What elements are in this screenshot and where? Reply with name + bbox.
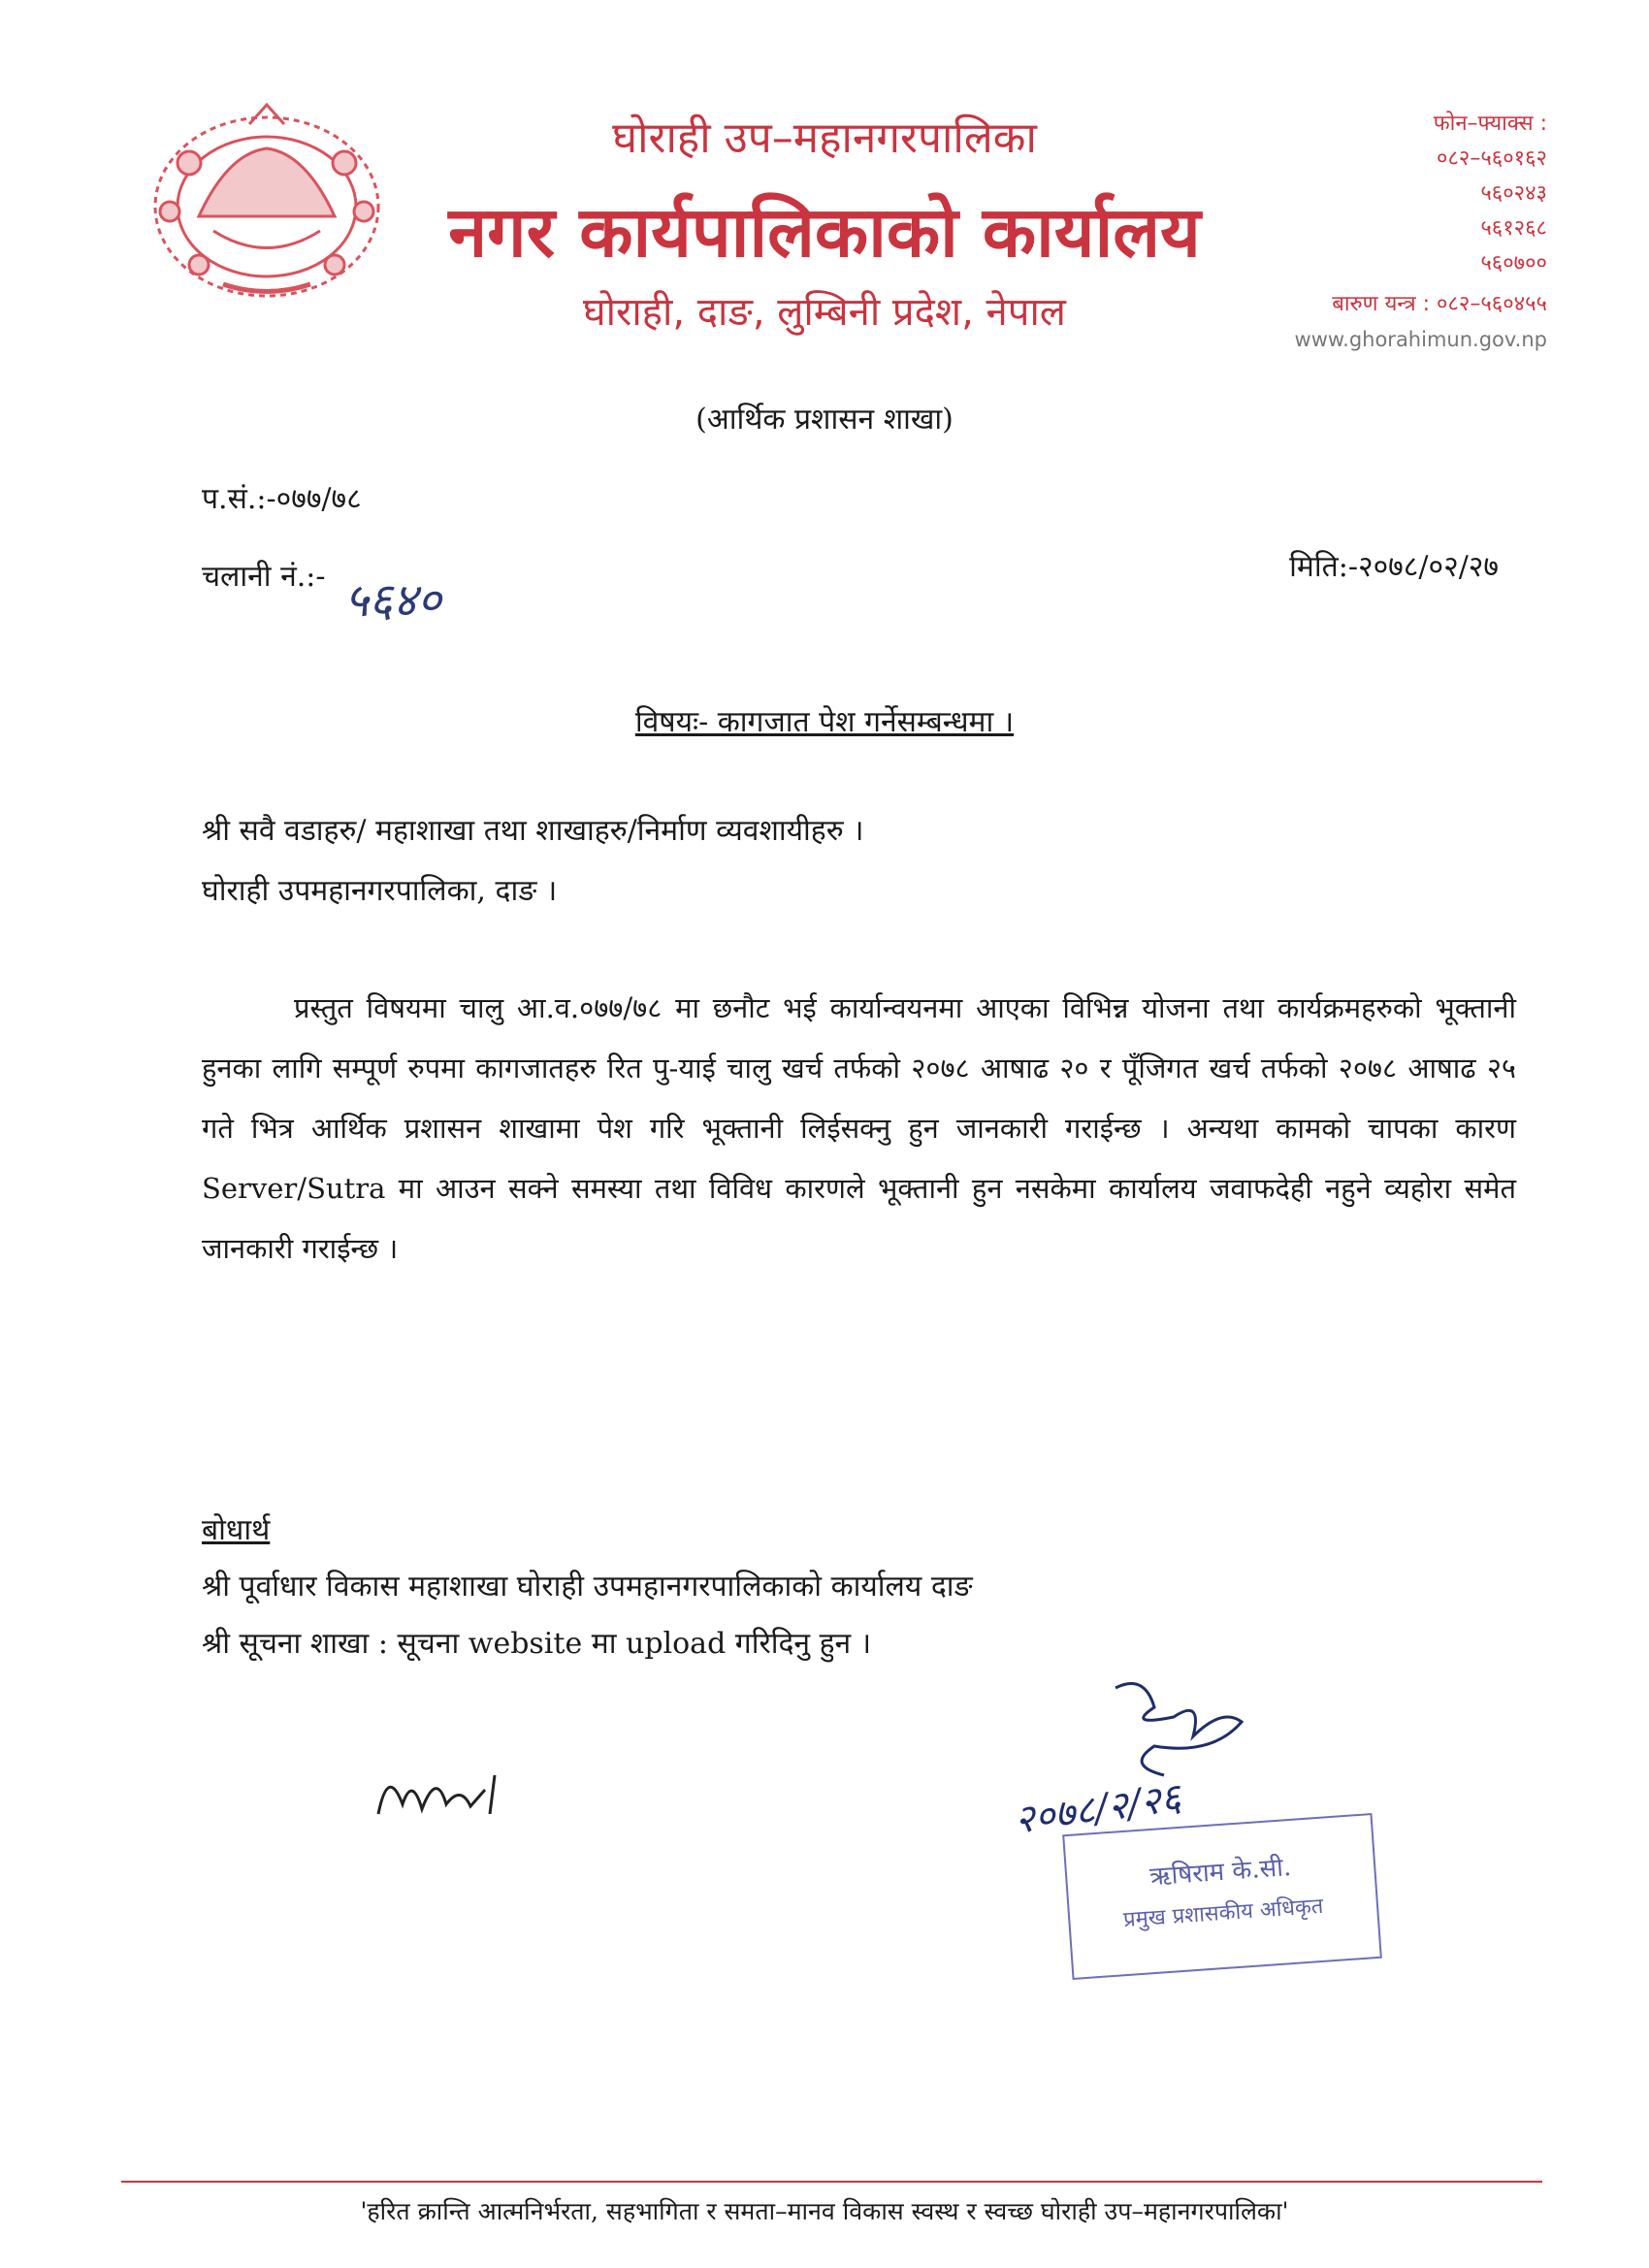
letter-date: मिति:-२०७८/०२/२७ (1289, 550, 1499, 584)
cc-line-1: श्री पूर्वाधार विकास महाशाखा घोराही उपमहानगरपालिकाको कार्यालय दाङ (202, 1570, 973, 1604)
contact-phone: ५६०७०० (1480, 251, 1547, 275)
letter-subject (0, 700, 1649, 740)
dispatch-number-label: चलानी नं.:- (202, 560, 326, 594)
dispatch-number-handwritten: ५६४० (344, 573, 441, 628)
right-signature-date: २०७८/२/२६ (1011, 1775, 1184, 1843)
cc-title: बोधार्थ (202, 1513, 271, 1547)
header-address: घोराही, दाङ, लुम्बिनी प्रदेश, नेपाल (583, 290, 1066, 335)
contact-website: www.ghorahimun.gov.np (1294, 328, 1547, 351)
left-signature (369, 1746, 524, 1833)
contact-phone: ०८२–५६०१६२ (1437, 146, 1547, 171)
footer-divider (121, 2181, 1542, 2183)
contact-phone: ५६१२६८ (1480, 216, 1547, 241)
header-municipality-name: घोराही उप–महानगरपालिका (612, 113, 1037, 163)
addressee-line-2: घोराही उपमहानगरपालिका, दाङ । (202, 874, 558, 908)
addressee-line-1: श्री सवै वडाहरु/ महाशाखा तथा शाखाहरु/निर्माण व्यवशायीहरु । (202, 814, 864, 848)
reference-number: प.सं.:-०७७/७८ (202, 482, 362, 516)
branch-name: (आर्थिक प्रशासन शाखा) (695, 403, 954, 437)
officer-stamp (1062, 1813, 1382, 1980)
stamp-officer-name: ऋषिराम के.सी. (1148, 1853, 1293, 1893)
stamp-officer-title: प्रमुख प्रशासकीय अधिकृत (1122, 1894, 1325, 1933)
letter-subject-text: विषयः- कागजात पेश गर्नेसम्बन्धमा । (634, 705, 1015, 739)
contact-phone: ५६०२४३ (1480, 181, 1547, 206)
letter-body: प्रस्तुत विषयमा चालु आ.व.०७७/७८ मा छनौट भई कार्यान्वयनमा आएका विभिन्न योजना तथा कार्यक्रमहरुको भूक्तानी हुनका लागि सम्पूर्ण रुपमा कागजातहरु रित पु-याई चालु खर्च तर्फको २०७८ आषाढ २० र पूँजिगत खर्च तर्फको २०७८ आषाढ २५ गते भित्र आर्थिक प्रशासन शाखामा पेश गरि भूक्तानी लिईसक्नु हुन जानकारी गराईन्छ । अन्यथा कामको चापका कारण Server/Sutra मा आउन सक्ने समस्या तथा विविध कारणले भूक्तानी हुन नसकेमा कार्यालय जवाफदेही नहुने व्यहोरा समेत जानकारी गराईन्छ । (202, 991, 1516, 1265)
contact-fax: बारुण यन्त्र : ०८२–५६०४५५ (1332, 292, 1547, 316)
contact-block (1295, 107, 1547, 357)
header-office-name: नगर कार्यपालिकाको कार्यालय (448, 191, 1201, 273)
footer-slogan: 'हरित क्रान्ति आत्मनिर्भरता, सहभागिता र समता–मानव विकास स्वस्थ र स्वच्छ घोराही उप–महानगरपालिका' (360, 2197, 1289, 2225)
contact-label: फोन–फ्याक्स : (1433, 112, 1547, 136)
cc-line-2: श्री सूचना शाखा : सूचना website मा upload गरिदिनु हुन । (202, 1627, 872, 1661)
